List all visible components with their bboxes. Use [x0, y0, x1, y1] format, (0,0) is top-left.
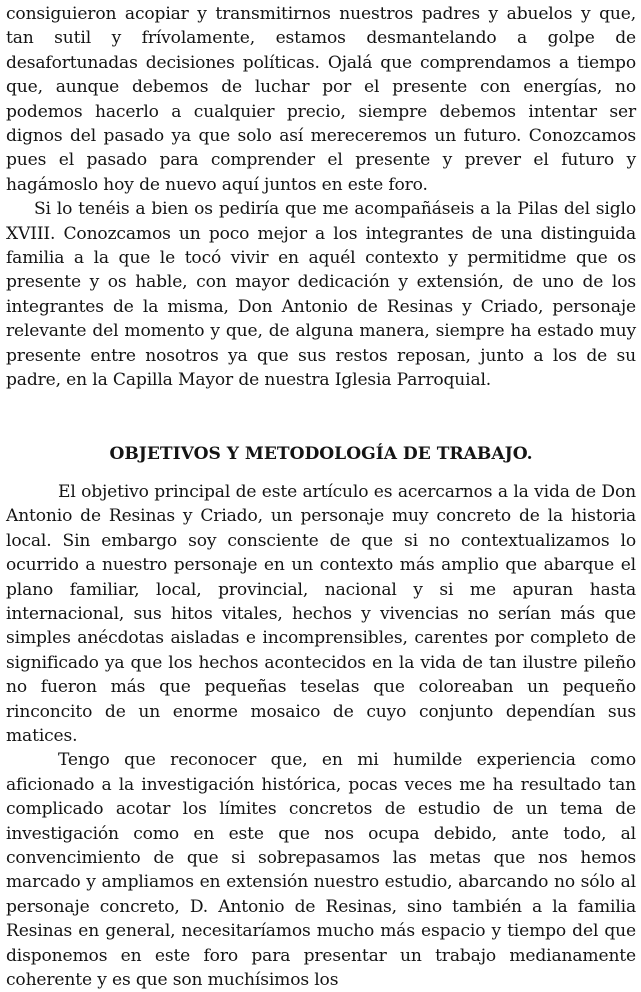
section-heading: OBJETIVOS Y METODOLOGÍA DE TRABAJO. [109, 443, 533, 464]
paragraph-methodology: Tengo que reconocer que, en mi humilde experiencia como aficionado a la investigación histórica, pocas veces me ha resultado tan complicado acotar los límites concretos de estudio de un tema de investigación como en este que nos ocupa debido, ante todo, al convencimiento de que si sobrepasamos las metas que nos hemos marcado y ampliamos en extensión nuestro estudio, abarcando no sólo al personaje concreto, D. Antonio de Resinas, sino también a la familia Resinas en general, necesitaríamos mucho más espacio y tiempo del que disponemos en este foro para presentar un trabajo medianamente coherente y es que son muchísimos los [6, 750, 636, 991]
section-spacer [6, 393, 636, 442]
paragraph-intro-1: consiguieron acopiar y transmitirnos nuestros padres y abuelos y que, tan sutil y frívolamente, estamos desmantelando a golpe de desafortunadas decisiones políticas. Ojalá que comprendamos a tiempo que, aunque debemos de luchar por el presente con energías, no podemos hacerlo a cualquier precio, siempre debemos intentar ser dignos del pasado ya que solo así mereceremos un futuro. Conozcamos pues el pasado para comprender el presente y prever el futuro y hagámoslo hoy de nuevo aquí juntos en este foro. [6, 4, 636, 195]
heading-spacer [6, 466, 636, 480]
paragraph-objective: El objetivo principal de este artículo es acercarnos a la vida de Don Antonio de Resinas y Criado, un personaje muy concreto de la historia local. Sin embargo soy consciente de que si no contextualizamos lo ocurrido a nuestro personaje en un contexto más amplio que abarque el plano familiar, local, provincial, nacional y si me apuran hasta internacional, sus hitos vitales, hechos y vivencias no serían más que simples anécdotas aisladas e incomprensibles, carentes por completo de significado ya que los hechos acontecidos en la vida de tan ilustre pileño no fueron más que pequeñas teselas que coloreaban un pequeño rinconcito de un enorme mosaico de cuyo conjunto dependían sus matices. [6, 481, 636, 746]
document-page [6, 2, 636, 992]
paragraph-intro-2: Si lo tenéis a bien os pediría que me acompañáseis a la Pilas del siglo XVIII. Conozcamos un poco mejor a los integrantes de una distinguida familia a la que le tocó vivir en aquél contexto y permitidme que os presente y os hable, con mayor dedicación y extensión, de uno de los integrantes de la misma, Don Antonio de Resinas y Criado, personaje relevante del momento y que, de alguna manera, siempre ha estado muy presente entre nosotros ya que sus restos reposan, junto a los de su padre, en la Capilla Mayor de nuestra Iglesia Parroquial. [6, 199, 636, 391]
